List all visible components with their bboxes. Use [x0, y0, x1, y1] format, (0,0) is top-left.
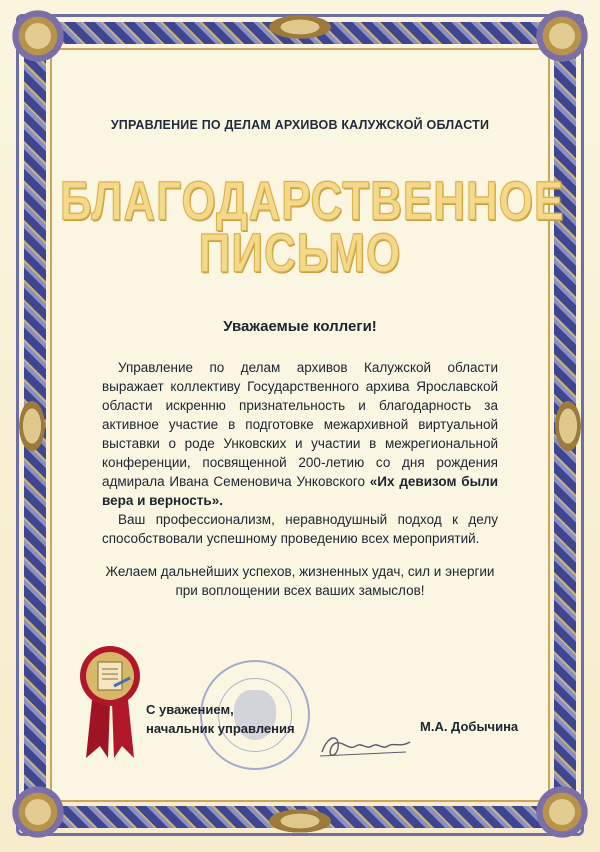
title-line-1: БЛАГОДАРСТВЕННОЕ	[60, 170, 565, 232]
handwritten-signature	[318, 728, 414, 762]
corner-ornament-icon	[8, 782, 68, 842]
ribbon-seal-icon	[78, 640, 142, 760]
closing-block	[146, 700, 295, 738]
side-ornament-icon	[550, 391, 586, 461]
closing-salutation: С уважением,	[146, 702, 234, 717]
corner-ornament-icon	[532, 6, 592, 66]
paragraph-professionalism: Ваш профессионализм, неравнодушный подход к делу способствовали успешному проведению всех мероприятий.	[102, 512, 498, 546]
closing-position: начальник управления	[146, 721, 295, 736]
letter-body	[102, 358, 498, 600]
paragraph-thanks	[102, 358, 498, 510]
paragraph-wishes: Желаем дальнейших успехов, жизненных удач, сил и энергии при воплощении всех ваших замыслов!	[105, 564, 495, 598]
corner-ornament-icon	[8, 6, 68, 66]
exhibition-motto: «Их девизом были вера и верность».	[102, 474, 498, 508]
organization-header: УПРАВЛЕНИЕ ПО ДЕЛАМ АРХИВОВ КАЛУЖСКОЙ ОБЛАСТИ	[110, 118, 490, 132]
greeting: Уважаемые коллеги!	[223, 318, 377, 335]
title-line-2: ПИСЬМО	[198, 222, 402, 284]
top-ornament-icon	[255, 10, 345, 44]
bottom-ornament-icon	[255, 804, 345, 838]
signer-name: М.А. Добычина	[420, 719, 519, 734]
corner-ornament-icon	[532, 782, 592, 842]
paragraph-thanks-text: Управление по делам архивов Калужской области выражает коллективу Государственного архива Ярославской области искренню признательность и благодарность за активное участие в подготовке межархивной виртуальной выставки о роде Унковских и участии в межрегиональной конференции, посвященной 200-летию со дня рождения адмирала Ивана Семеновича Унковского	[102, 360, 498, 489]
side-ornament-icon	[14, 391, 50, 461]
